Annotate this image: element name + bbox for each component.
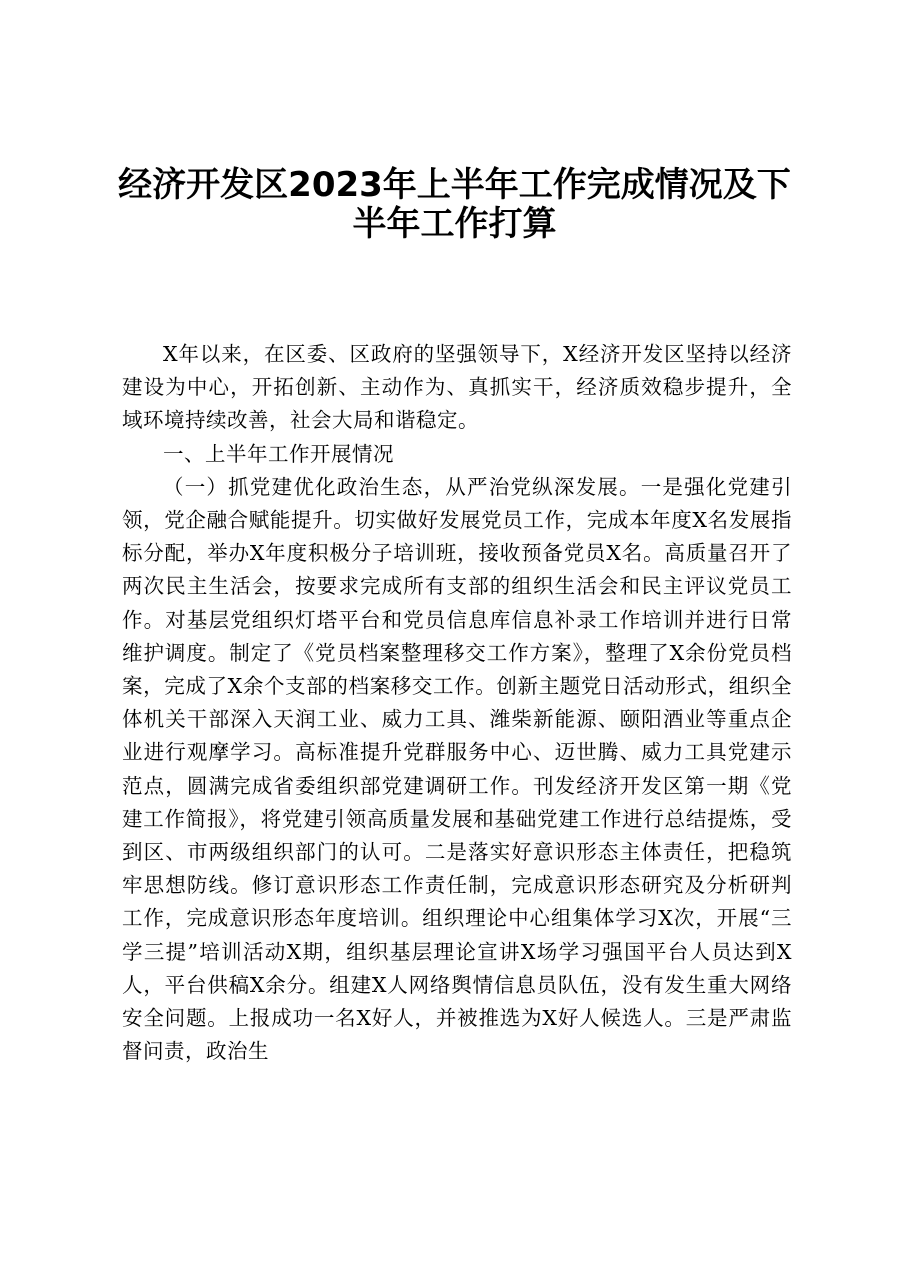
document-body	[122, 338, 792, 1068]
document-title-line-1: 经济开发区2023年上半年工作完成情况及下	[118, 165, 791, 205]
section-heading-1: 一、上半年工作开展情况	[163, 441, 394, 466]
paragraph-intro: X年以来，在区委、区政府的坚强领导下，X经济开发区坚持以经济建设为中心，开拓创新、主动作为、真抓实干，经济质效稳步提升，全域环境持续改善，社会大局和谐稳定。	[122, 342, 792, 433]
document-title-line-2: 半年工作打算	[352, 204, 557, 244]
paragraph-party-building: （一）抓党建优化政治生态，从严治党纵深发展。一是强化党建引领，党企融合赋能提升。切实做好发展党员工作，完成本年度X名发展指标分配，举办X年度积极分子培训班，接收预备党员X名。高质量召开了两次民主生活会，按要求完成所有支部的组织生活会和民主评议党员工作。对基层党组织灯塔平台和党员信息库信息补录工作培训并进行日常维护调度。制定了《党员档案整理移交工作方案》，整理了X余份党员档案，完成了X余个支部的档案移交工作。创新主题党日活动形式，组织全体机关干部深入天润工业、威力工具、潍柴新能源、颐阳酒业等重点企业进行观摩学习。高标准提升党群服务中心、迈世腾、威力工具党建示范点，圆满完成省委组织部党建调研工作。刊发经济开发区第一期《党建工作简报》，将党建引领高质量发展和基础党建工作进行总结提炼，受到区、市两级组织部门的认可。二是落实好意识形态主体责任，把稳筑牢思想防线。修订意识形态工作责任制，完成意识形态研究及分析研判工作，完成意识形态年度培训。组织理论中心组集体学习X次，开展“三学三提”培训活动X期，组织基层理论宣讲X场学习强国平台人员达到X人，平台供稿X余分。组建X人网络舆情信息员队伍，没有发生重大网络安全问题。上报成功一名X好人，并被推选为X好人候选人。三是严肃监督问责，政治生	[122, 474, 792, 1064]
